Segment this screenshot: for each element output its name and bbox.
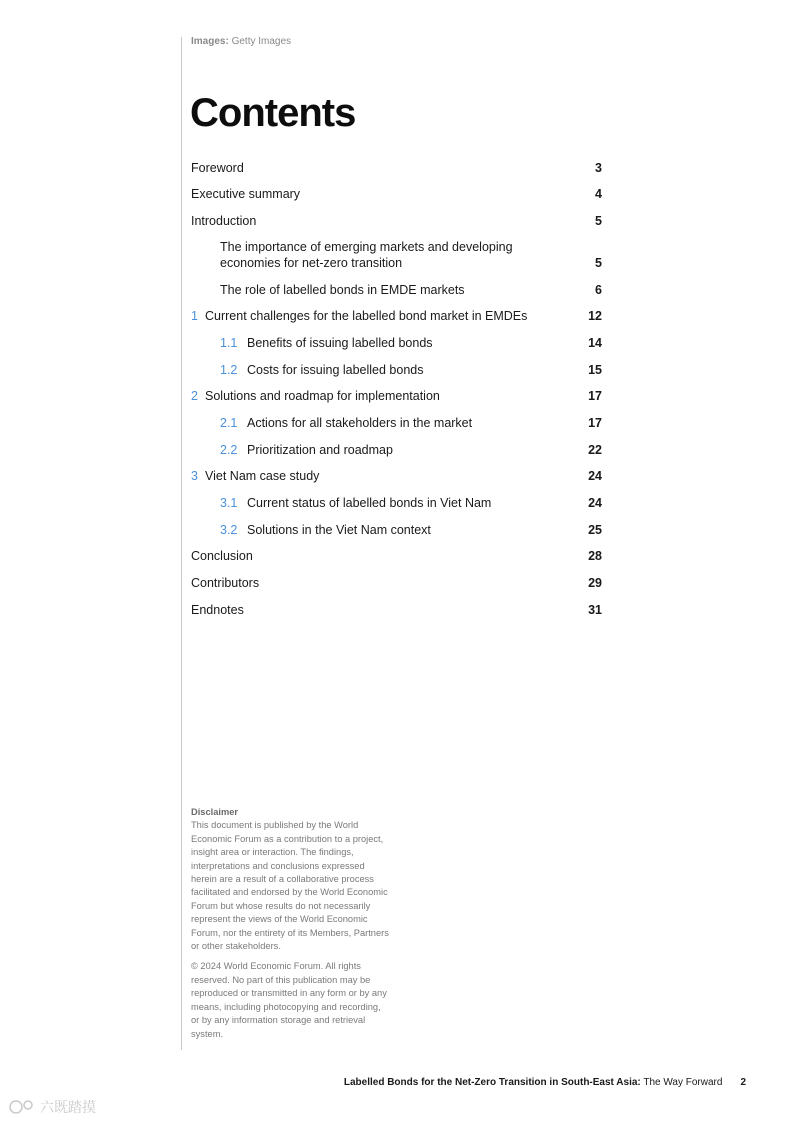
- image-credit-text: Getty Images: [231, 36, 292, 47]
- toc-entry-title: [191, 549, 602, 565]
- toc-entry-page: 4: [595, 187, 602, 201]
- toc-entry[interactable]: [220, 240, 602, 271]
- toc-entry-page: 17: [588, 389, 602, 403]
- toc-entry-number: 1: [191, 309, 198, 323]
- toc-entry-number: 3.2: [220, 523, 238, 537]
- toc-entry[interactable]: [220, 363, 602, 379]
- toc-entry-title: [191, 389, 602, 405]
- toc-entry-number: 2.2: [220, 443, 238, 457]
- toc-entry-label: Foreword: [191, 161, 244, 175]
- toc-entry[interactable]: [191, 549, 602, 565]
- toc-entry-label: Executive summary: [191, 187, 301, 201]
- toc-entry-page: 31: [588, 603, 602, 617]
- toc-entry-title: [220, 336, 602, 352]
- toc-entry-title: [220, 240, 602, 271]
- toc-entry-title: [220, 496, 602, 512]
- toc-entry-title: [191, 576, 602, 592]
- image-credit-label: Images:: [191, 36, 229, 47]
- toc-entry-label: Solutions and roadmap for implementation: [205, 389, 440, 403]
- toc-entry-label: The importance of emerging markets and developing economies for net-zero transition: [220, 240, 513, 270]
- toc-entry-number: 1.1: [220, 336, 238, 350]
- toc-entry-number: 1.2: [220, 363, 238, 377]
- watermark-logo: [8, 1097, 108, 1117]
- toc-entry-title: [220, 523, 602, 539]
- toc-entry-page: 14: [588, 336, 602, 350]
- disclaimer-heading: Disclaimer: [191, 807, 239, 817]
- toc-entry-page: 6: [595, 283, 602, 297]
- toc-entry-page: 17: [588, 416, 602, 430]
- toc-entry-label: Prioritization and roadmap: [247, 443, 393, 457]
- toc-entry-title: [220, 416, 602, 432]
- toc-entry-title: [191, 214, 602, 230]
- toc-entry-label: The role of labelled bonds in EMDE markets: [220, 283, 465, 297]
- toc-entry-label: Solutions in the Viet Nam context: [247, 523, 431, 537]
- toc-entry-label: Viet Nam case study: [205, 469, 320, 483]
- footer-title-rest: The Way Forward: [640, 1077, 723, 1088]
- toc-entry-label: Introduction: [191, 214, 257, 228]
- toc-entry-page: 22: [588, 443, 602, 457]
- page-footer: [344, 1077, 746, 1088]
- toc-entry[interactable]: [220, 496, 602, 512]
- toc-entry[interactable]: [220, 336, 602, 352]
- toc-entry-title: [220, 363, 602, 379]
- disclaimer-body: This document is published by the World Economic Forum as a contribution to a project, insight area or interaction. The findings, interpretations and conclusions expressed herein are a result of a collaborative process facilitated and endorsed by the World Economic Forum but whose results do not necessarily represent the views of the World Economic Forum, nor the entirety of its Members, Partners or other stakeholders.: [191, 820, 389, 952]
- toc-entry-page: 5: [595, 255, 602, 270]
- toc-entry-label: Conclusion: [191, 549, 253, 563]
- toc-entry-page: 28: [588, 549, 602, 563]
- toc-entry-page: 3: [595, 161, 602, 175]
- toc-entry[interactable]: [220, 443, 602, 459]
- toc-entry-title: [191, 469, 602, 485]
- toc-entry-title: [220, 283, 602, 299]
- toc-entry-page: 25: [588, 523, 602, 537]
- toc-entry[interactable]: [220, 283, 602, 299]
- toc-entry-label: Costs for issuing labelled bonds: [247, 363, 424, 377]
- svg-text:六既踏摸: 六既踏摸: [40, 1100, 96, 1116]
- toc-entry-number: 2.1: [220, 416, 238, 430]
- toc-entry-page: 24: [588, 469, 602, 483]
- toc-entry-number: 3: [191, 469, 198, 483]
- toc-entry[interactable]: [191, 161, 602, 177]
- toc-entry-title: [191, 309, 602, 325]
- toc-entry-label: Current challenges for the labelled bond market in EMDEs: [205, 309, 528, 323]
- toc-entry-page: 15: [588, 363, 602, 377]
- toc-entry[interactable]: [191, 187, 602, 203]
- toc-entry-label: Benefits of issuing labelled bonds: [247, 336, 433, 350]
- footer-title-bold: Labelled Bonds for the Net-Zero Transition in South-East Asia:: [343, 1077, 641, 1088]
- toc-entry-label: Contributors: [191, 576, 260, 590]
- toc-entry[interactable]: [191, 389, 602, 405]
- toc-entry[interactable]: [220, 523, 602, 539]
- toc-entry-page: 5: [595, 214, 602, 228]
- toc-entry-title: [191, 161, 602, 177]
- page-title: Contents: [190, 91, 356, 135]
- toc-entry-page: 24: [588, 496, 602, 510]
- toc-entry-title: [191, 187, 602, 203]
- toc-entry-title: [220, 443, 602, 459]
- toc-entry-page: 12: [588, 309, 602, 323]
- footer-page-number: 2: [740, 1077, 746, 1088]
- toc-entry[interactable]: [220, 416, 602, 432]
- toc-entry[interactable]: [191, 469, 602, 485]
- copyright-notice: © 2024 World Economic Forum. All rights reserved. No part of this publication may be reproduced or transmitted in any form or by any means, including photocopying and recording, or by any information storage and retrieval system.: [191, 961, 387, 1039]
- toc-entry[interactable]: [191, 309, 602, 325]
- toc-entry-number: 3.1: [220, 496, 238, 510]
- disclaimer-block: [191, 806, 391, 1041]
- toc-entry-number: 2: [191, 389, 198, 403]
- toc-entry-label: Current status of labelled bonds in Viet Nam: [247, 496, 492, 510]
- toc-entry-label: Endnotes: [191, 603, 244, 617]
- toc-entry[interactable]: [191, 214, 602, 230]
- toc-entry-page: 29: [588, 576, 602, 590]
- toc-entry-label: Actions for all stakeholders in the market: [247, 416, 473, 430]
- toc-entry[interactable]: [191, 576, 602, 592]
- toc-entry[interactable]: [191, 603, 602, 619]
- toc-entry-title: [191, 603, 602, 619]
